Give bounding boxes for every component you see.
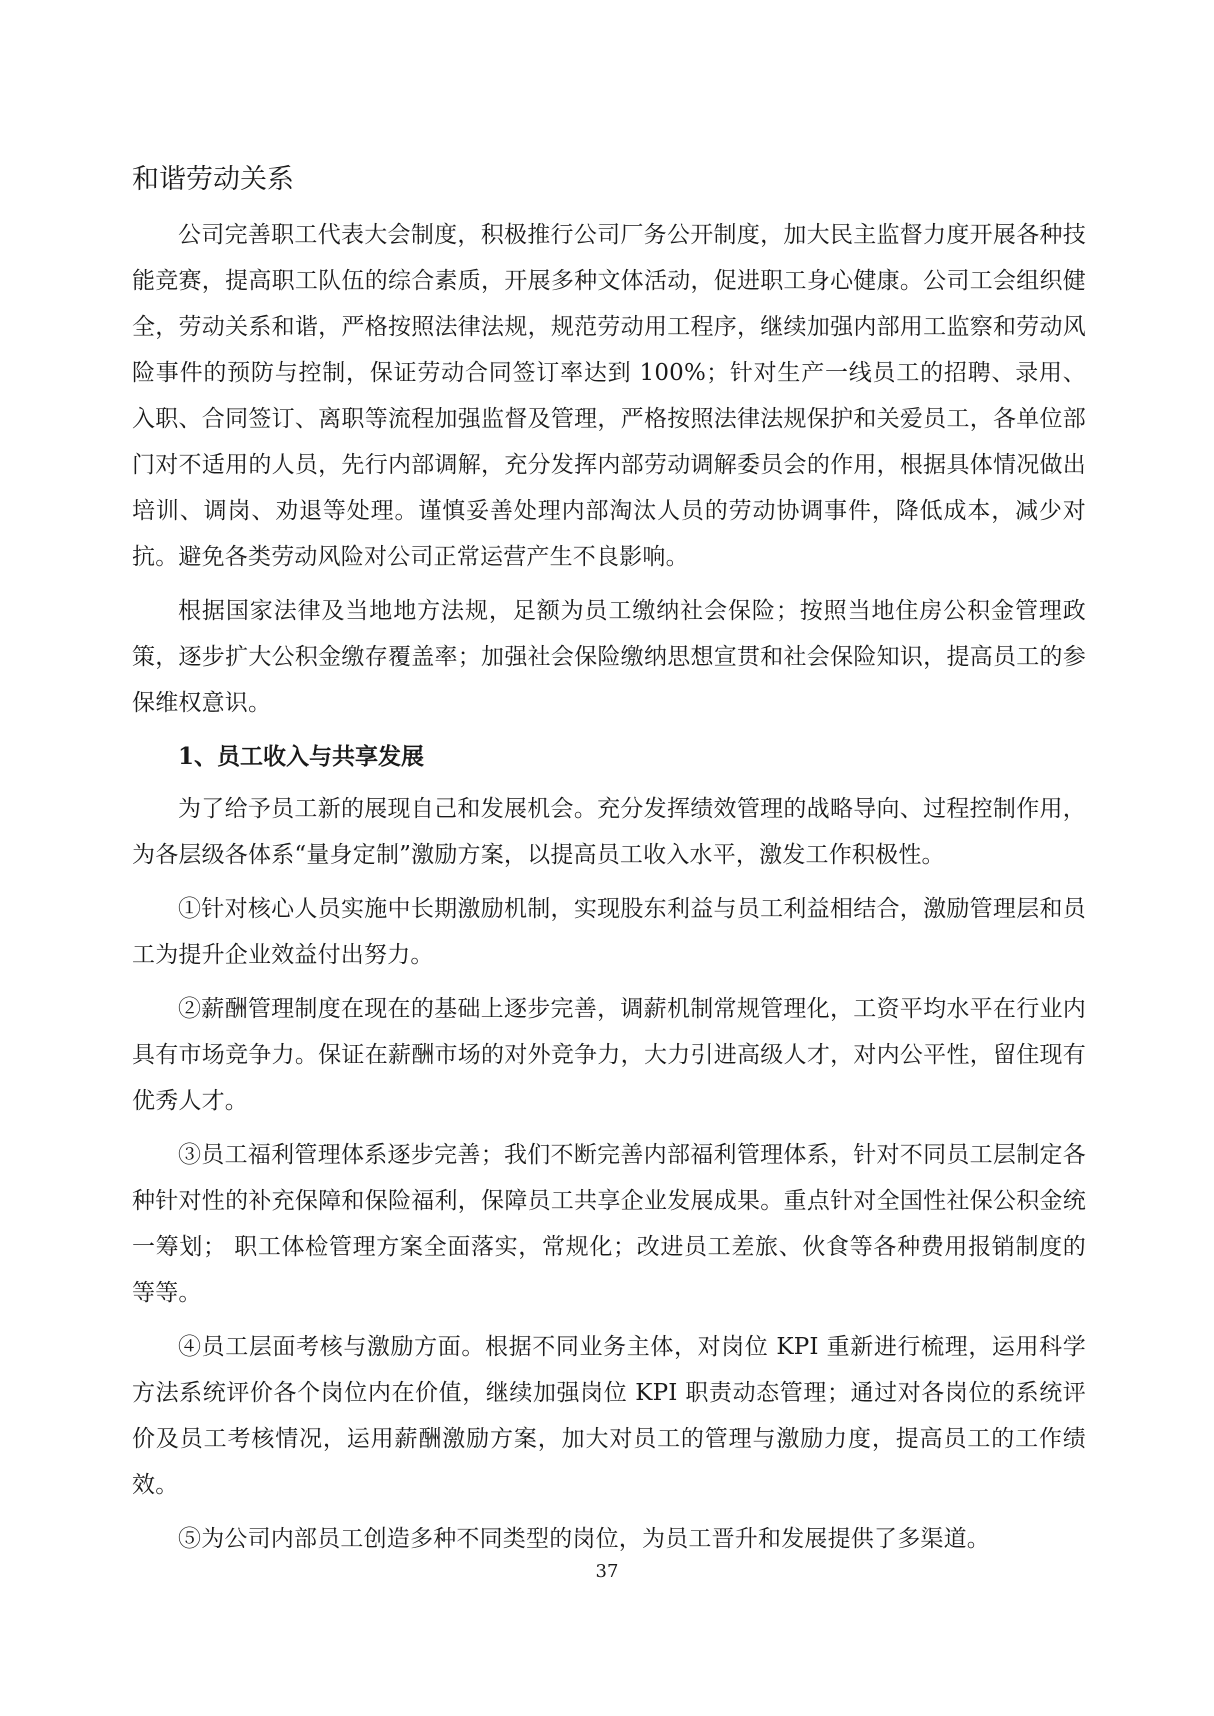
document-body [132, 212, 1086, 1570]
page-number: 37 [595, 1561, 619, 1582]
subheading-income-development: 1、员工收入与共享发展 [178, 743, 425, 770]
paragraph-item-3: ③员工福利管理体系逐步完善；我们不断完善内部福利管理体系，针对不同员工层制定各种针对性的补充保障和保险福利，保障员工共享企业发展成果。重点针对全国性社保公积金统一筹划； 职工体检管理方案全面落实，常规化；改进员工差旅、伙食等各种费用报销制度的等等。 [132, 1142, 1086, 1306]
paragraph-incentive-intro: 为了给予员工新的展现自己和发展机会。充分发挥绩效管理的战略导向、过程控制作用，为各层级各体系“量身定制”激励方案，以提高员工收入水平，激发工作积极性。 [132, 796, 1086, 868]
paragraph-labor-relations: 公司完善职工代表大会制度，积极推行公司厂务公开制度，加大民主监督力度开展各种技能竞赛，提高职工队伍的综合素质，开展多种文体活动，促进职工身心健康。公司工会组织健全，劳动关系和谐，严格按照法律法规，规范劳动用工程序，继续加强内部用工监察和劳动风险事件的预防与控制，保证劳动合同签订率达到 100%；针对生产一线员工的招聘、录用、入职、合同签订、离职等流程加强监督及管理，严格按照法律法规保护和关爱员工，各单位部门对不适用的人员，先行内部调解，充分发挥内部劳动调解委员会的作用，根据具体情况做出培训、调岗、劝退等处理。谨慎妥善处理内部淘汰人员的劳动协调事件，降低成本，减少对抗。避免各类劳动风险对公司正常运营产生不良影响。 [132, 222, 1086, 570]
paragraph-item-2: ②薪酬管理制度在现在的基础上逐步完善，调薪机制常规管理化，工资平均水平在行业内具有市场竞争力。保证在薪酬市场的对外竞争力，大力引进高级人才，对内公平性，留住现有优秀人才。 [132, 996, 1086, 1114]
paragraph-item-5: ⑤为公司内部员工创造多种不同类型的岗位，为员工晋升和发展提供了多渠道。 [178, 1526, 990, 1552]
paragraph-item-1: ①针对核心人员实施中长期激励机制，实现股东利益与员工利益相结合，激励管理层和员工为提升企业效益付出努力。 [132, 896, 1086, 968]
paragraph-item-4: ④员工层面考核与激励方面。根据不同业务主体，对岗位 KPI 重新进行梳理，运用科学方法系统评价各个岗位内在价值，继续加强岗位 KPI 职责动态管理；通过对各岗位的系统评价及员工考核情况，运用薪酬激励方案，加大对员工的管理与激励力度，提高员工的工作绩效。 [132, 1334, 1086, 1498]
paragraph-social-insurance: 根据国家法律及当地地方法规，足额为员工缴纳社会保险；按照当地住房公积金管理政策，逐步扩大公积金缴存覆盖率；加强社会保险缴纳思想宣贯和社会保险知识，提高员工的参保维权意识。 [132, 598, 1086, 716]
section-heading: 和谐劳动关系 [132, 164, 294, 195]
